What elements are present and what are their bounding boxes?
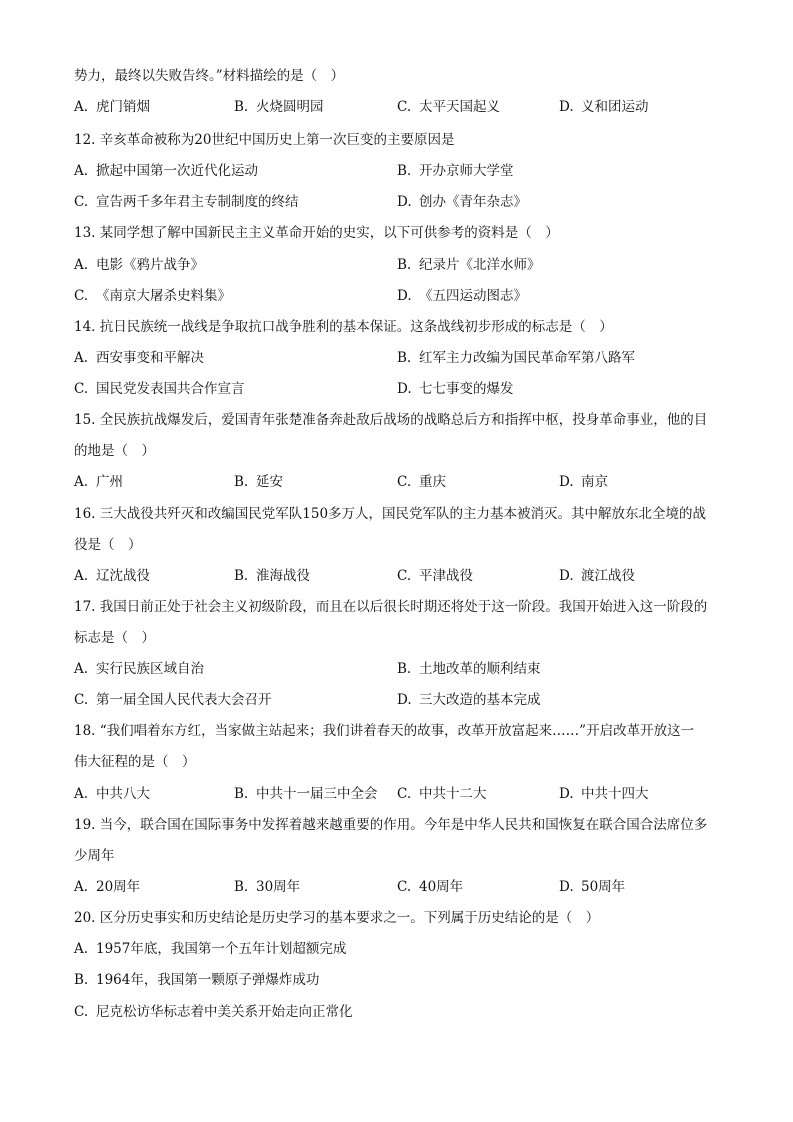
question-18-option-b[interactable] — [234, 784, 378, 804]
option-text: 土地改革的顺利结束 — [419, 661, 541, 677]
question-16-stem-line-1: 16. 三大战役共歼灭和改编国民党军队150多万人，国民党军队的主力基本被消灭。其中解放东北全境的战 — [74, 506, 707, 522]
question-19-option-d[interactable] — [559, 877, 625, 897]
option-letter: C. — [74, 194, 89, 210]
option-letter: B. — [397, 163, 412, 179]
question-17-stem-line-2: 标志是（ ） — [74, 630, 155, 646]
option-letter: D. — [397, 288, 412, 304]
question-17-option-c[interactable] — [74, 690, 272, 710]
option-text: 火烧圆明园 — [256, 99, 324, 115]
option-text: 渡江战役 — [581, 568, 635, 584]
question-12-stem: 12. 辛亥革命被称为20世纪中国历史上第一次巨变的主要原因是 — [74, 132, 455, 148]
question-11-option-a[interactable] — [74, 97, 150, 117]
question-20-stem: 20. 区分历史事实和历史结论是历史学习的基本要求之一。下列属于历史结论的是（ ） — [74, 910, 600, 926]
option-text: 西安事变和平解决 — [96, 350, 204, 366]
option-letter: C. — [397, 568, 412, 584]
option-letter: C. — [397, 474, 412, 490]
question-15-stem-line-2: 的地是（ ） — [74, 443, 155, 459]
option-text: 义和团运动 — [581, 99, 649, 115]
option-letter: D. — [397, 381, 412, 397]
option-letter: D. — [559, 99, 574, 115]
option-text: 中共十二大 — [419, 786, 487, 802]
option-letter: D. — [559, 879, 574, 895]
option-text: 《五四运动图志》 — [419, 288, 527, 304]
question-17-option-a[interactable] — [74, 659, 204, 679]
option-text: 平津战役 — [419, 568, 473, 584]
option-text: 创办《青年杂志》 — [419, 194, 527, 210]
question-18-stem-line-1: 18. “我们唱着东方红，当家做主站起来；我们讲着春天的故事，改革开放富起来……”开启改革开放这一 — [74, 723, 695, 739]
question-12-option-b[interactable] — [397, 161, 514, 181]
question-18-option-d[interactable] — [559, 784, 649, 804]
option-letter: C. — [397, 786, 412, 802]
question-17-stem-line-1: 17. 我国日前正处于社会主义初级阶段，而且在以后很长时期还将处于这一阶段。我国开始进入这一阶段的 — [74, 599, 708, 615]
option-text: 50周年 — [581, 879, 626, 895]
question-14-option-a[interactable] — [74, 348, 204, 368]
question-18-option-c[interactable] — [397, 784, 487, 804]
option-letter: A. — [74, 257, 89, 273]
option-letter: B. — [234, 568, 249, 584]
question-14-option-d[interactable] — [397, 379, 514, 399]
option-letter: D. — [397, 692, 412, 708]
question-19-stem-line-1: 19. 当今，联合国在国际事务中发挥着越来越重要的作用。今年是中华人民共和国恢复在联合国合法席位多 — [74, 817, 708, 833]
option-text: 三大改造的基本完成 — [419, 692, 541, 708]
question-14-stem: 14. 抗日民族统一战线是争取抗口战争胜利的基本保证。这条战线初步形成的标志是（ ） — [74, 319, 613, 335]
question-13-option-b[interactable] — [397, 255, 541, 275]
option-letter: B. — [234, 879, 249, 895]
option-letter: B. — [397, 350, 412, 366]
option-text: 中共十四大 — [581, 786, 649, 802]
question-13-option-d[interactable] — [397, 286, 527, 306]
option-text: 40周年 — [419, 879, 464, 895]
option-text: 广州 — [96, 474, 123, 490]
option-letter: A. — [74, 568, 89, 584]
option-letter: A. — [74, 786, 89, 802]
option-letter: A. — [74, 661, 89, 677]
option-letter: C. — [397, 99, 412, 115]
option-text: 宣告两千多年君主专制制度的终结 — [96, 194, 299, 210]
option-text: 尼克松访华标志着中美关系开始走向正常化 — [96, 1004, 353, 1020]
option-letter: B. — [234, 99, 249, 115]
option-text: 纪录片《北洋水师》 — [419, 257, 541, 273]
question-18-stem-line-2: 伟大征程的是（ ） — [74, 754, 196, 770]
option-letter: A. — [74, 99, 89, 115]
question-16-option-b[interactable] — [234, 566, 310, 586]
option-letter: D. — [559, 568, 574, 584]
option-text: 重庆 — [419, 474, 446, 490]
question-12-option-a[interactable] — [74, 161, 258, 181]
option-letter: A. — [74, 941, 89, 957]
option-text: 国民党发表国共合作宣言 — [96, 381, 245, 397]
option-text: 《南京大屠杀史料集》 — [96, 288, 231, 304]
question-20-option-c[interactable] — [74, 1002, 353, 1022]
option-text: 20周年 — [96, 879, 141, 895]
question-17-option-b[interactable] — [397, 659, 541, 679]
question-16-option-c[interactable] — [397, 566, 473, 586]
option-letter: A. — [74, 350, 89, 366]
option-text: 辽沈战役 — [96, 568, 150, 584]
option-letter: B. — [74, 972, 89, 988]
option-text: 掀起中国第一次近代化运动 — [96, 163, 258, 179]
option-text: 电影《鸦片战争》 — [96, 257, 204, 273]
option-text: 延安 — [256, 474, 283, 490]
option-letter: D. — [559, 786, 574, 802]
option-letter: C. — [74, 288, 89, 304]
question-11-option-d[interactable] — [559, 97, 649, 117]
question-13-option-a[interactable] — [74, 255, 204, 275]
question-15-stem-line-1: 15. 全民族抗战爆发后，爱国青年张楚准备奔赴敌后战场的战略总后方和指挥中枢，投身革命事业，他的目 — [74, 412, 708, 428]
question-15-option-b[interactable] — [234, 472, 283, 492]
question-14-option-b[interactable] — [397, 348, 635, 368]
option-letter: A. — [74, 879, 89, 895]
option-text: 南京 — [581, 474, 608, 490]
option-letter: B. — [234, 786, 249, 802]
option-letter: C. — [74, 1004, 89, 1020]
question-14-option-c[interactable] — [74, 379, 245, 399]
option-text: 七七事变的爆发 — [419, 381, 514, 397]
option-text: 红军主力改编为国民革命军第八路军 — [419, 350, 635, 366]
option-text: 1964年，我国第一颗原子弹爆炸成功 — [96, 972, 320, 988]
question-11-option-c[interactable] — [397, 97, 500, 117]
option-letter: B. — [397, 257, 412, 273]
question-11-stem-tail: 势力，最终以失败告终。”材料描绘的是（ ） — [74, 68, 345, 84]
question-12-option-d[interactable] — [397, 192, 527, 212]
question-16-stem-line-2: 役是（ ） — [74, 537, 142, 553]
option-text: 中共十一届三中全会 — [256, 786, 378, 802]
question-15-option-c[interactable] — [397, 472, 446, 492]
option-text: 中共八大 — [96, 786, 150, 802]
question-13-option-c[interactable] — [74, 286, 231, 306]
option-text: 实行民族区域自治 — [96, 661, 204, 677]
question-19-option-a[interactable] — [74, 877, 140, 897]
question-19-stem-line-2: 少周年 — [74, 848, 115, 864]
option-text: 虎门销烟 — [96, 99, 150, 115]
option-text: 开办京师大学堂 — [419, 163, 514, 179]
option-letter: D. — [397, 194, 412, 210]
question-13-stem: 13. 某同学想了解中国新民主主义革命开始的史实，以下可供参考的资料是（ ） — [74, 225, 559, 241]
question-11-option-b[interactable] — [234, 97, 324, 117]
question-15-option-d[interactable] — [559, 472, 608, 492]
question-16-option-a[interactable] — [74, 566, 150, 586]
option-letter: D. — [559, 474, 574, 490]
question-12-option-c[interactable] — [74, 192, 299, 212]
option-letter: A. — [74, 474, 89, 490]
option-text: 第一届全国人民代表大会召开 — [96, 692, 272, 708]
option-text: 1957年底，我国第一个五年计划超额完成 — [96, 941, 347, 957]
option-letter: C. — [74, 692, 89, 708]
option-letter: B. — [397, 661, 412, 677]
question-19-option-b[interactable] — [234, 877, 300, 897]
option-letter: A. — [74, 163, 89, 179]
option-letter: B. — [234, 474, 249, 490]
question-20-option-a[interactable] — [74, 939, 346, 959]
option-text: 太平天国起义 — [419, 99, 500, 115]
question-18-option-a[interactable] — [74, 784, 150, 804]
question-15-option-a[interactable] — [74, 472, 123, 492]
option-text: 淮海战役 — [256, 568, 310, 584]
question-17-option-d[interactable] — [397, 690, 541, 710]
question-20-option-b[interactable] — [74, 970, 319, 990]
option-letter: C. — [397, 879, 412, 895]
question-19-option-c[interactable] — [397, 877, 463, 897]
option-text: 30周年 — [256, 879, 301, 895]
option-letter: C. — [74, 381, 89, 397]
question-16-option-d[interactable] — [559, 566, 635, 586]
